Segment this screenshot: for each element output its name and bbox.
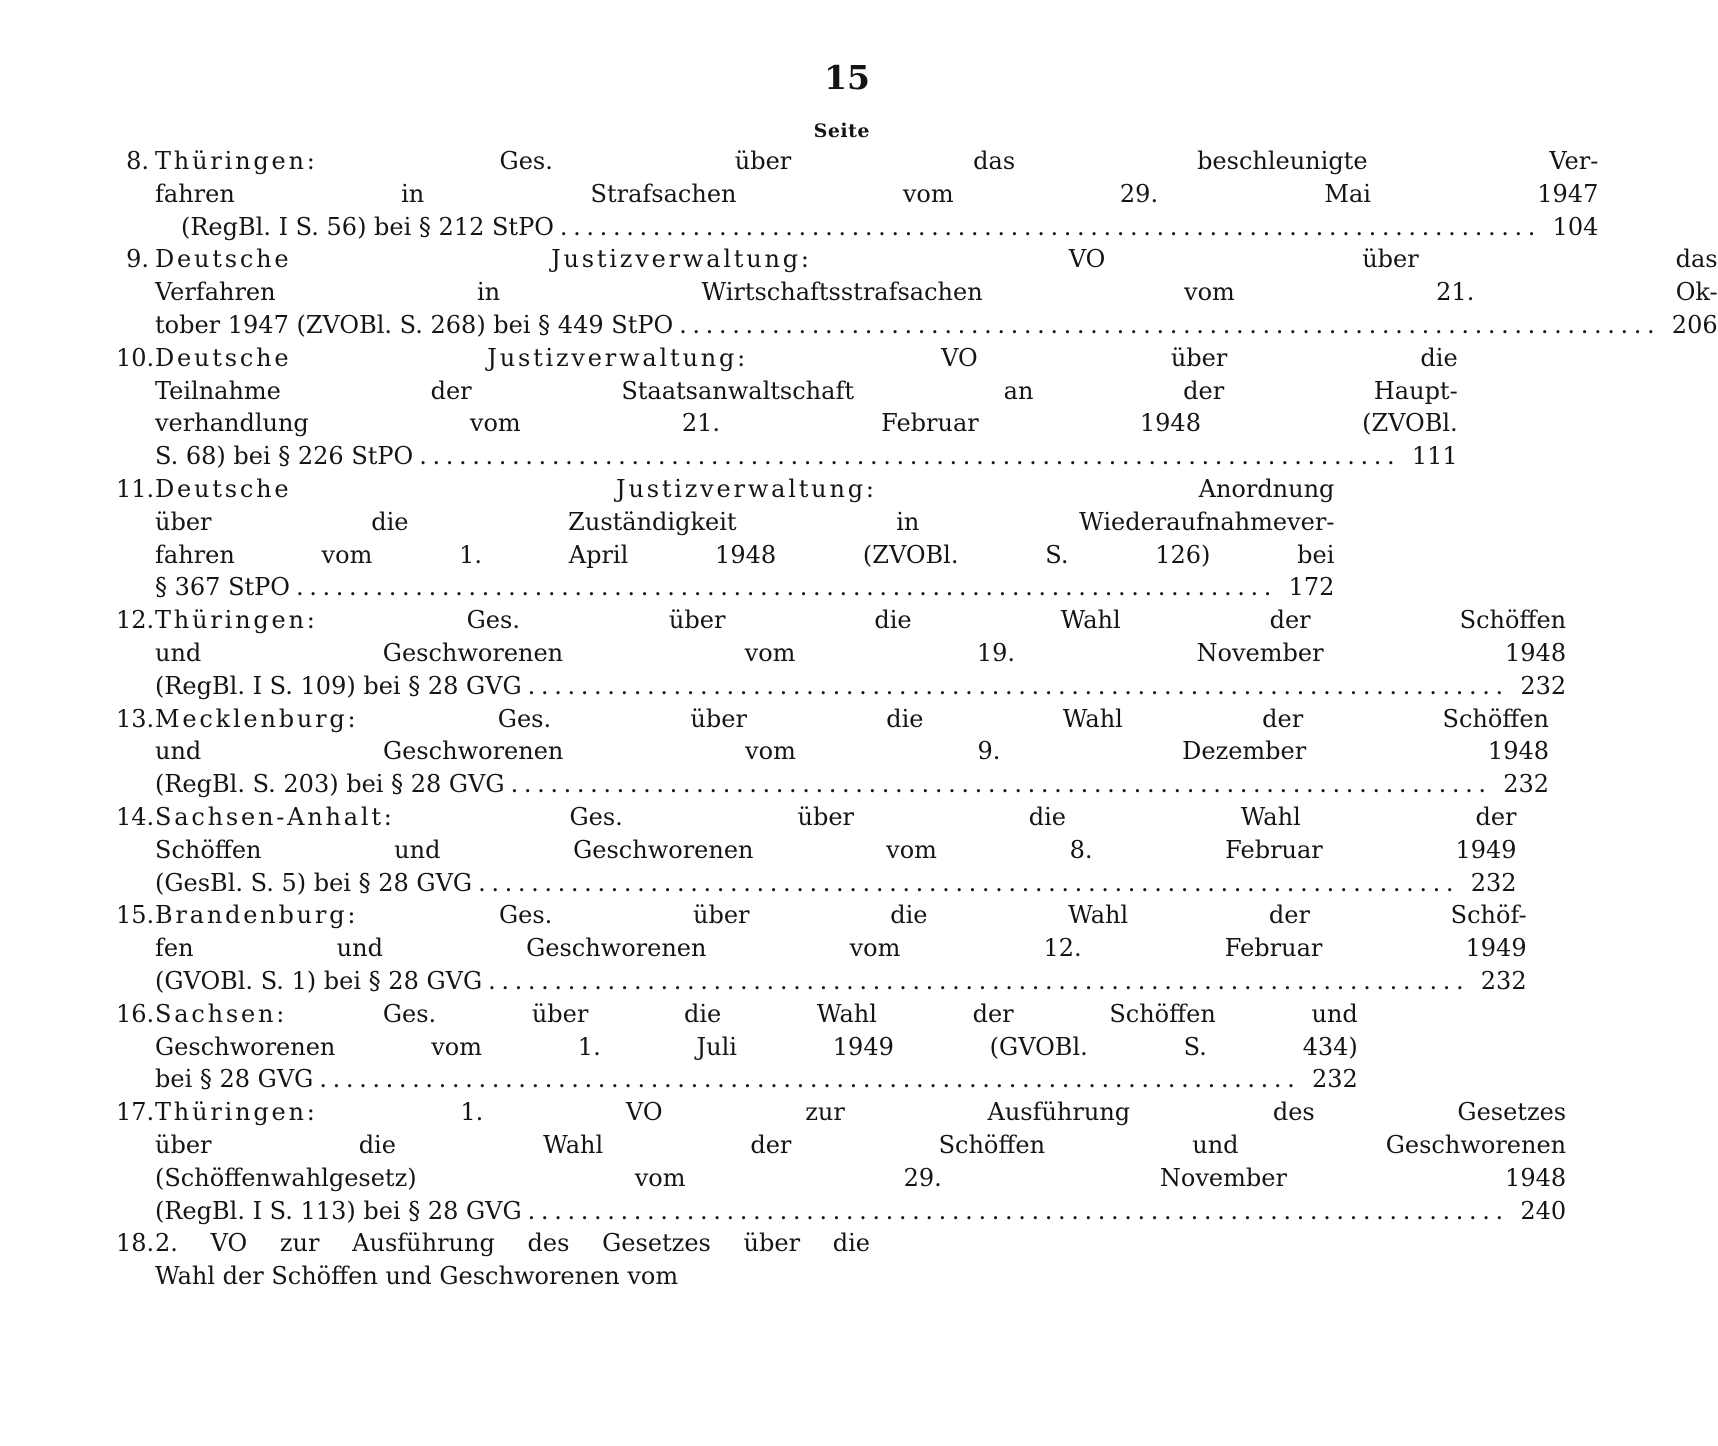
entry-page: 172 — [1288, 573, 1335, 602]
entry-authority: Thüringen: — [155, 147, 318, 175]
entry-line — [155, 703, 1549, 736]
entry-line — [155, 1096, 1566, 1129]
entry-body — [149, 604, 1566, 702]
entry-number: 15. — [116, 901, 155, 930]
entry-line — [155, 834, 1517, 867]
entry-number: 13. — [116, 704, 155, 733]
entry-line — [155, 407, 1458, 440]
entry-authority: Thüringen: — [155, 606, 318, 635]
entry-text: über die Wahl der Schöffen und Geschworenen — [155, 1130, 1567, 1159]
entry-reference-line — [155, 571, 1334, 604]
entry-text: fahren in Strafsachen vom 29. Mai 1947 — [155, 179, 1599, 208]
entry-authority: Thüringen: — [155, 1098, 318, 1127]
entry-reference-line — [155, 768, 1549, 801]
entry-authority: Mecklenburg: — [155, 704, 359, 733]
entry-line — [155, 1227, 870, 1260]
entry-page: 232 — [1311, 1065, 1358, 1094]
entry-body — [149, 899, 1527, 997]
entry-authority: Sachsen: — [155, 999, 288, 1028]
entry-text: und Geschworenen vom 19. November 1948 — [155, 638, 1567, 667]
entry-line — [155, 899, 1527, 932]
entry-reference-line — [155, 1195, 1566, 1228]
entry-reference-line — [155, 309, 1718, 342]
entry-text: Anordnung — [1198, 474, 1335, 503]
entry-page: 111 — [1411, 442, 1458, 471]
entry-line — [155, 1162, 1566, 1195]
entry-reference-line — [155, 1063, 1358, 1096]
entry-reference: § 367 StPO — [155, 573, 290, 602]
entry-text: Teilnahme der Staatsanwaltschaft an der Haupt- — [155, 376, 1458, 405]
entry-reference-line — [155, 670, 1566, 703]
entry-text: Ges. über das beschleunigte Ver- — [499, 147, 1599, 175]
entry-text: Ges. über die Wahl der Schöffen und — [382, 999, 1358, 1028]
entry-number: 17. — [116, 1098, 155, 1127]
entry-line — [155, 342, 1458, 375]
entry-authority: Deutsche Justizverwaltung: — [155, 474, 877, 503]
dot-leader — [679, 309, 1653, 342]
toc-entry — [116, 473, 1335, 604]
toc-entry — [116, 703, 1550, 801]
entry-line — [155, 506, 1334, 539]
entry-number: 8. — [126, 147, 149, 175]
entry-line — [155, 276, 1718, 309]
entry-reference: (RegBl. S. 203) bei § 28 GVG — [155, 770, 505, 799]
dot-leader — [528, 1195, 1502, 1228]
entry-number: 11. — [116, 474, 155, 503]
entry-number: 12. — [116, 606, 155, 635]
toc-entries — [116, 145, 1718, 1293]
entry-text: (Schöffenwahlgesetz) vom 29. November 1948 — [155, 1163, 1567, 1192]
entry-text: VO über die — [941, 343, 1458, 372]
entry-page: 240 — [1520, 1196, 1567, 1225]
entry-body — [149, 1096, 1566, 1227]
entry-line — [155, 637, 1566, 670]
entry-number: 14. — [116, 802, 155, 831]
entry-authority: Deutsche Justizverwaltung: — [155, 245, 812, 274]
entry-text: 2. VO zur Ausführung des Gesetzes über die — [155, 1229, 870, 1258]
entry-text: Geschworenen vom 1. Juli 1949 (GVOBl. S. 434) — [155, 1032, 1358, 1061]
entry-reference: S. 68) bei § 226 StPO — [155, 442, 414, 471]
entry-line — [155, 932, 1527, 965]
entry-number: 16. — [116, 999, 155, 1028]
entry-body — [149, 243, 1718, 341]
entry-line — [155, 145, 1598, 178]
entry-text: Ges. über die Wahl der Schöffen — [466, 606, 1567, 635]
dot-leader — [478, 867, 1452, 900]
entry-reference: (GVOBl. S. 1) bei § 28 GVG — [155, 966, 483, 995]
entry-line — [155, 801, 1517, 834]
dot-leader — [560, 211, 1534, 244]
dot-leader — [511, 768, 1485, 801]
entry-page: 104 — [1552, 212, 1599, 241]
entry-line — [155, 243, 1718, 276]
entry-text: Ges. über die Wahl der Schöf- — [498, 901, 1527, 930]
entry-reference: (RegBl. I S. 113) bei § 28 GVG — [155, 1196, 522, 1225]
entry-text: 1. VO zur Ausführung des Gesetzes — [460, 1098, 1567, 1127]
entry-page: 232 — [1503, 770, 1550, 799]
entry-authority: Brandenburg: — [155, 901, 359, 930]
toc-entry — [116, 899, 1527, 997]
entry-body — [149, 801, 1517, 899]
toc-entry — [116, 243, 1718, 341]
entry-body — [149, 145, 1598, 243]
entry-reference-line — [155, 965, 1527, 998]
entry-line — [155, 473, 1334, 506]
entry-line — [155, 1129, 1566, 1162]
entry-reference-line — [155, 867, 1517, 900]
entry-text: über die Zuständigkeit in Wiederaufnahmever- — [155, 507, 1335, 536]
dot-leader — [296, 571, 1270, 604]
entry-line — [155, 735, 1549, 768]
toc-entry — [116, 801, 1517, 899]
entry-line — [155, 998, 1358, 1031]
entry-page: 206 — [1671, 310, 1718, 339]
page-number: 15 — [824, 58, 870, 97]
dot-leader — [419, 440, 1393, 473]
entry-line — [155, 178, 1598, 211]
entry-line — [155, 1031, 1358, 1064]
entry-line — [155, 604, 1566, 637]
entry-body — [149, 1227, 870, 1293]
entry-text: Ges. über die Wahl der — [569, 802, 1517, 831]
entry-reference: bei § 28 GVG — [155, 1065, 314, 1094]
entry-number: 10. — [116, 343, 155, 372]
entry-text: fen und Geschworenen vom 12. Februar 1949 — [155, 934, 1527, 963]
entry-body — [149, 998, 1358, 1096]
toc-entry — [116, 998, 1358, 1096]
dot-leader — [319, 1063, 1293, 1096]
entry-body — [149, 342, 1458, 473]
entry-text: VO über das — [1068, 245, 1718, 274]
entry-text: und Geschworenen vom 9. Dezember 1948 — [155, 737, 1550, 766]
entry-body — [149, 473, 1334, 604]
entry-body — [149, 703, 1549, 801]
dot-leader — [528, 670, 1502, 703]
entry-page: 232 — [1470, 868, 1517, 897]
entry-text: Verfahren in Wirtschaftsstrafsachen vom 21. Ok- — [155, 278, 1718, 307]
toc-entry — [116, 604, 1567, 702]
entry-number: 18. — [116, 1229, 155, 1258]
entry-reference-line — [155, 440, 1458, 473]
entry-page: 232 — [1520, 671, 1567, 700]
entry-line — [155, 375, 1458, 408]
entry-line — [155, 539, 1334, 572]
entry-line — [155, 1260, 870, 1293]
entry-reference: (RegBl. I S. 109) bei § 28 GVG — [155, 671, 522, 700]
entry-reference: tober 1947 (ZVOBl. S. 268) bei § 449 StPO — [155, 310, 674, 339]
entry-text: Ges. über die Wahl der Schöffen — [497, 704, 1550, 733]
dot-leader — [488, 965, 1462, 998]
entry-number: 9. — [126, 245, 149, 274]
toc-entry — [116, 1227, 870, 1293]
entry-reference: (GesBl. S. 5) bei § 28 GVG — [155, 868, 473, 897]
toc-entry — [116, 145, 1599, 243]
entry-text: verhandlung vom 21. Februar 1948 (ZVOBl. — [155, 409, 1458, 438]
entry-page: 232 — [1480, 966, 1527, 995]
entry-text: Schöffen und Geschworenen vom 8. Februar 1949 — [155, 835, 1517, 864]
entry-authority: Deutsche Justizverwaltung: — [155, 343, 749, 372]
entry-reference-line — [155, 211, 1598, 244]
toc-entry — [116, 1096, 1567, 1227]
entry-reference: (RegBl. I S. 56) bei § 212 StPO — [181, 212, 554, 241]
entry-authority: Sachsen-Anhalt: — [155, 802, 395, 831]
entry-text: fahren vom 1. April 1948 (ZVOBl. S. 126) bei — [155, 540, 1335, 569]
page-column-label: Seite — [813, 120, 870, 142]
entry-text: Wahl der Schöffen und Geschworenen vom — [155, 1262, 679, 1291]
toc-entry — [116, 342, 1458, 473]
